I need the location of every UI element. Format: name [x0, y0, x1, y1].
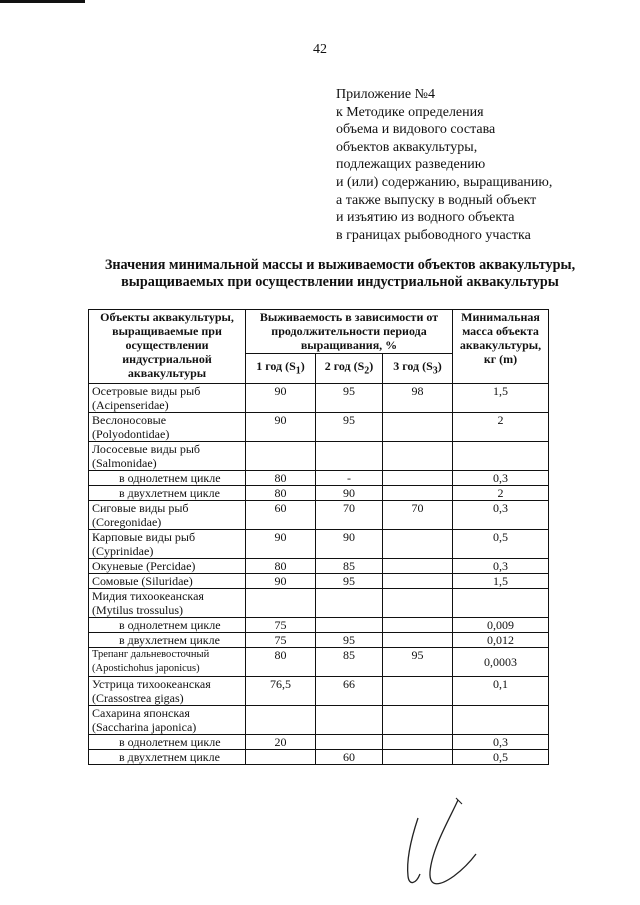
header-year-2: 2 год $(S_2)$	[316, 354, 383, 384]
survival-s1-cell: 80	[246, 559, 316, 574]
survival-s1-cell	[246, 442, 316, 471]
header-year-3: 3 год $(S_3)$	[383, 354, 453, 384]
page-number: 42	[313, 42, 327, 57]
survival-s3-cell	[383, 618, 453, 633]
survival-s1-cell: 80	[246, 648, 316, 677]
table-row	[89, 471, 549, 486]
appendix-line: объема и видового состава	[336, 122, 496, 138]
row-object-name: Лососевые виды рыб (Salmonidae)	[89, 442, 246, 471]
min-mass-cell: 0,009	[453, 618, 549, 633]
min-mass-cell: 0,012	[453, 633, 549, 648]
min-mass-cell	[453, 706, 549, 735]
survival-s1-cell: 75	[246, 633, 316, 648]
survival-s3-cell	[383, 574, 453, 589]
table-row	[89, 559, 549, 574]
survival-s2-cell	[316, 442, 383, 471]
survival-s3-cell	[383, 530, 453, 559]
header-year-1: 1 год $(S_1)$	[246, 354, 316, 384]
header-min-mass: Минимальная масса объекта аквакультуры, кг (m)	[453, 310, 549, 384]
aquaculture-table	[88, 309, 549, 765]
row-object-name: Сахарина японская (Saccharina japonica)	[89, 706, 246, 735]
survival-s3-cell	[383, 706, 453, 735]
survival-s1-cell: 20	[246, 735, 316, 750]
table-row	[89, 442, 549, 471]
survival-s3-cell	[383, 413, 453, 442]
survival-s3-cell	[383, 486, 453, 501]
survival-s3-cell	[383, 735, 453, 750]
survival-s3-cell	[383, 471, 453, 486]
min-mass-cell: 2	[453, 413, 549, 442]
survival-s3-cell	[383, 750, 453, 765]
survival-s1-cell: 80	[246, 471, 316, 486]
table-row	[89, 677, 549, 706]
min-mass-cell: 0,3	[453, 735, 549, 750]
survival-s2-cell: 66	[316, 677, 383, 706]
table-row	[89, 706, 549, 735]
appendix-block	[336, 86, 552, 244]
survival-s1-cell: 90	[246, 574, 316, 589]
heading-line-2: выращиваемых при осуществлении индустриальной аквакультуры	[121, 274, 559, 290]
row-object-name: Веслоносовые (Polyodontidae)	[89, 413, 246, 442]
survival-s1-cell: 90	[246, 530, 316, 559]
survival-s1-cell: 90	[246, 413, 316, 442]
min-mass-cell	[453, 442, 549, 471]
survival-s2-cell: 95	[316, 384, 383, 413]
header-survival: Выживаемость в зависимости от продолжительности периода выращивания, %	[246, 310, 453, 354]
survival-s1-cell: 75	[246, 618, 316, 633]
survival-s1-cell: 80	[246, 486, 316, 501]
survival-s2-cell: 90	[316, 530, 383, 559]
survival-s3-cell	[383, 442, 453, 471]
min-mass-cell: 1,5	[453, 574, 549, 589]
survival-s1-cell: 90	[246, 384, 316, 413]
min-mass-cell: 0,3	[453, 559, 549, 574]
survival-s2-cell	[316, 589, 383, 618]
survival-s2-cell: 95	[316, 633, 383, 648]
table-row	[89, 618, 549, 633]
survival-s2-cell	[316, 735, 383, 750]
row-subcategory-name: в однолетнем цикле	[89, 618, 246, 633]
survival-s2-cell: 60	[316, 750, 383, 765]
survival-s3-cell	[383, 559, 453, 574]
table-row	[89, 750, 549, 765]
survival-s1-cell	[246, 706, 316, 735]
row-object-name: Карповые виды рыб (Cyprinidae)	[89, 530, 246, 559]
min-mass-cell: 0,3	[453, 501, 549, 530]
survival-s2-cell: -	[316, 471, 383, 486]
document-heading	[60, 257, 620, 291]
row-object-name: Сиговые виды рыб (Coregonidae)	[89, 501, 246, 530]
table-row	[89, 486, 549, 501]
row-subcategory-name: в двухлетнем цикле	[89, 750, 246, 765]
survival-s3-cell	[383, 633, 453, 648]
survival-s2-cell: 85	[316, 648, 383, 677]
table-row	[89, 413, 549, 442]
min-mass-cell: 0,5	[453, 530, 549, 559]
header-objects: Объекты аквакультуры, выращиваемые при осуществлении индустриальной аквакультуры	[89, 310, 246, 384]
row-subcategory-name: в двухлетнем цикле	[89, 633, 246, 648]
min-mass-cell	[453, 589, 549, 618]
table-row	[89, 501, 549, 530]
survival-s1-cell: 76,5	[246, 677, 316, 706]
survival-s3-cell: 98	[383, 384, 453, 413]
row-object-name: Окуневые (Percidae)	[89, 559, 246, 574]
table-body	[89, 384, 549, 765]
survival-s3-cell: 70	[383, 501, 453, 530]
survival-s3-cell	[383, 589, 453, 618]
survival-s3-cell	[383, 677, 453, 706]
survival-s2-cell: 95	[316, 574, 383, 589]
survival-s2-cell: 70	[316, 501, 383, 530]
table-row	[89, 648, 549, 677]
min-mass-cell: 2	[453, 486, 549, 501]
appendix-line: а также выпуску в водный объект	[336, 192, 537, 208]
appendix-line: и изъятию из водного объекта	[336, 210, 515, 226]
appendix-line: в границах рыбоводного участка	[336, 227, 531, 243]
appendix-line: Приложение №4	[336, 87, 435, 102]
row-object-name: Устрица тихоокеанская (Crassostrea gigas)	[89, 677, 246, 706]
appendix-line: к Методике определения	[336, 104, 484, 120]
survival-s2-cell	[316, 618, 383, 633]
table-row	[89, 530, 549, 559]
signature-mark	[392, 796, 492, 896]
table-row	[89, 589, 549, 618]
survival-s3-cell: 95	[383, 648, 453, 677]
min-mass-cell: 0,1	[453, 677, 549, 706]
appendix-line: объектов аквакультуры,	[336, 139, 478, 155]
row-subcategory-name: в двухлетнем цикле	[89, 486, 246, 501]
table-row	[89, 735, 549, 750]
survival-s2-cell	[316, 706, 383, 735]
survival-s1-cell: 60	[246, 501, 316, 530]
min-mass-cell: 0,0003	[453, 648, 549, 677]
table-row	[89, 574, 549, 589]
table-row	[89, 384, 549, 413]
survival-s1-cell	[246, 750, 316, 765]
heading-line-1: Значения минимальной массы и выживаемости объектов аквакультуры,	[104, 257, 576, 273]
row-subcategory-name: в однолетнем цикле	[89, 735, 246, 750]
survival-s2-cell: 90	[316, 486, 383, 501]
survival-s2-cell: 95	[316, 413, 383, 442]
row-subcategory-name: в однолетнем цикле	[89, 471, 246, 486]
row-object-name: Мидия тихоокеанская (Mytilus trossulus)	[89, 589, 246, 618]
row-object-name: Осетровые виды рыб (Acipenseridae)	[89, 384, 246, 413]
min-mass-cell: 0,5	[453, 750, 549, 765]
appendix-line: и (или) содержанию, выращиванию,	[336, 174, 553, 190]
survival-s2-cell: 85	[316, 559, 383, 574]
min-mass-cell: 1,5	[453, 384, 549, 413]
survival-s1-cell	[246, 589, 316, 618]
row-object-name: Трепанг дальневосточный (Apostichohus japonicus)	[89, 648, 246, 677]
row-object-name: Сомовые (Siluridae)	[89, 574, 246, 589]
table-row	[89, 633, 549, 648]
min-mass-cell: 0,3	[453, 471, 549, 486]
scan-edge-line	[0, 0, 85, 3]
appendix-line: подлежащих разведению	[336, 157, 486, 173]
